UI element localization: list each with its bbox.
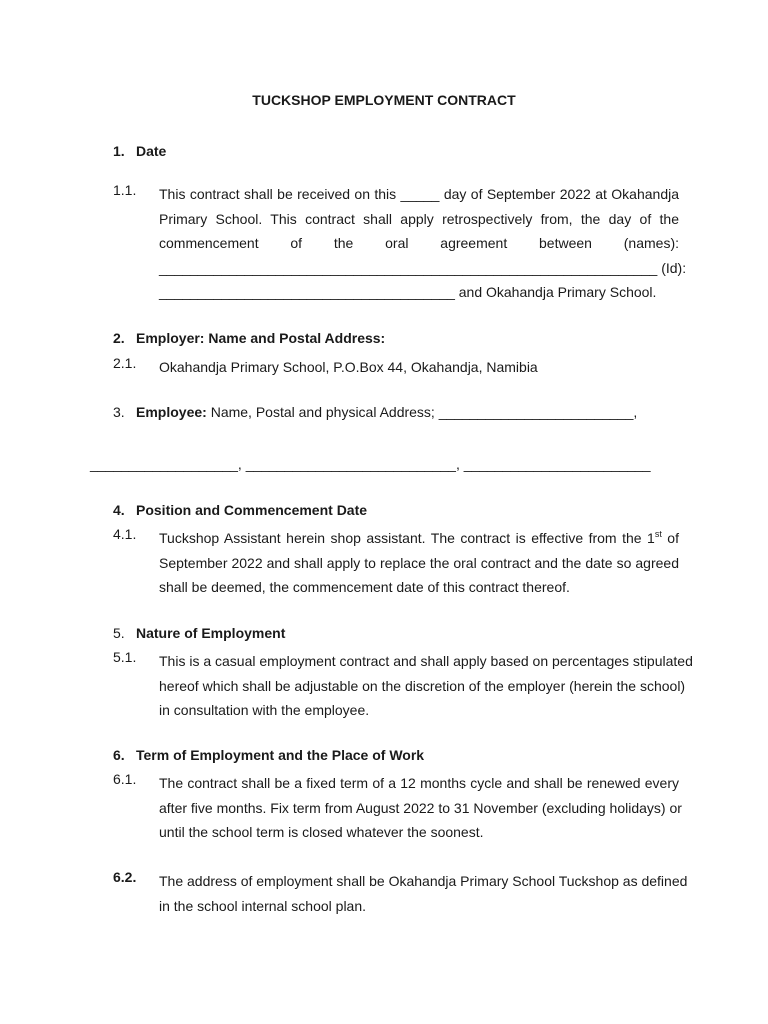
clause-4-1-line-text: Tuckshop Assistant herein shop assistant. The contract is effective from the 1 xyxy=(159,530,655,546)
clause-5-1-line: in consultation with the employee. xyxy=(159,702,370,719)
clause-4-1-number: 4.1. xyxy=(113,526,137,542)
section-3-number: 3. xyxy=(113,404,125,420)
clause-6-2-line: in the school internal school plan. xyxy=(159,897,367,914)
section-1-number: 1. xyxy=(113,143,125,159)
clause-6-2-number: 6.2. xyxy=(113,869,137,885)
section-1-title: Date xyxy=(136,143,167,159)
clause-1-1-line: ______________________________________ and Okahandja Primary School. xyxy=(159,284,657,301)
section-6-number: 6. xyxy=(113,747,125,763)
clause-6-1-text xyxy=(159,771,682,845)
clause-4-1-line-end: of xyxy=(661,530,679,546)
address-blank-line: ___________________, ___________________________, ________________________ xyxy=(90,456,651,472)
clause-2-1-number: 2.1. xyxy=(113,355,137,371)
clause-6-1-line: after five months. Fix term from August 2022 to 31 November (excluding holidays) or xyxy=(159,799,682,816)
clause-4-1-line xyxy=(159,526,679,551)
clause-4-1-line: September 2022 and shall apply to replace the oral contract and the date so agreed xyxy=(159,554,679,571)
clause-2-1-line: Okahandja Primary School, P.O.Box 44, Okahandja, Namibia xyxy=(159,359,538,375)
section-2-number: 2. xyxy=(113,330,125,346)
clause-6-2-line: The address of employment shall be Okahandja Primary School Tuckshop as defined xyxy=(159,873,688,889)
clause-1-1-line: Primary School. This contract shall apply retrospectively from, the day of the xyxy=(159,210,679,227)
clause-6-2-text xyxy=(159,869,688,918)
clause-1-1-text xyxy=(159,182,687,305)
clause-4-1-line: shall be deemed, the commencement date of this contract thereof. xyxy=(159,579,570,596)
section-4-title: Position and Commencement Date xyxy=(136,502,368,518)
clause-1-1-number: 1.1. xyxy=(113,182,137,198)
clause-1-1-line: ________________________________________________________________ (Id): xyxy=(159,259,687,276)
ordinal-suffix: st xyxy=(654,529,662,539)
clause-6-1-line: The contract shall be a fixed term of a 12 months cycle and shall be renewed every xyxy=(159,775,679,791)
clause-5-1-text xyxy=(159,649,693,723)
section-2-heading xyxy=(113,330,385,346)
section-3-heading xyxy=(113,404,637,420)
section-4-heading xyxy=(113,502,367,518)
clause-5-1-line: hereof which shall be adjustable on the discretion of the employer (herein the school) xyxy=(159,677,686,694)
section-6-title: Term of Employment and the Place of Work xyxy=(136,747,425,763)
section-4-number: 4. xyxy=(113,502,125,518)
clause-4-1-text xyxy=(159,526,679,600)
section-5-title: Nature of Employment xyxy=(136,625,286,641)
clause-5-1-line: This is a casual employment contract and shall apply based on percentages stipulated xyxy=(159,653,693,669)
section-3-address-label: Name, Postal and physical Address; _________________________, xyxy=(206,404,638,420)
clause-6-1-line: until the school term is closed whatever the soonest. xyxy=(159,824,484,841)
clause-1-1-line: commencement of the oral agreement between (names): xyxy=(159,235,679,252)
section-5-number: 5. xyxy=(113,625,125,641)
section-5-heading xyxy=(113,625,285,641)
clause-6-1-number: 6.1. xyxy=(113,771,137,787)
clause-1-1-line: This contract shall be received on this _____ day of September 2022 at Okahandja xyxy=(159,186,679,202)
section-1-heading xyxy=(113,143,166,159)
clause-2-1-text xyxy=(159,355,679,380)
section-3-title: Employee: xyxy=(136,404,207,420)
section-6-heading xyxy=(113,747,424,763)
document-title: TUCKSHOP EMPLOYMENT CONTRACT xyxy=(252,92,516,108)
clause-5-1-number: 5.1. xyxy=(113,649,137,665)
section-2-title: Employer: Name and Postal Address: xyxy=(136,330,386,346)
